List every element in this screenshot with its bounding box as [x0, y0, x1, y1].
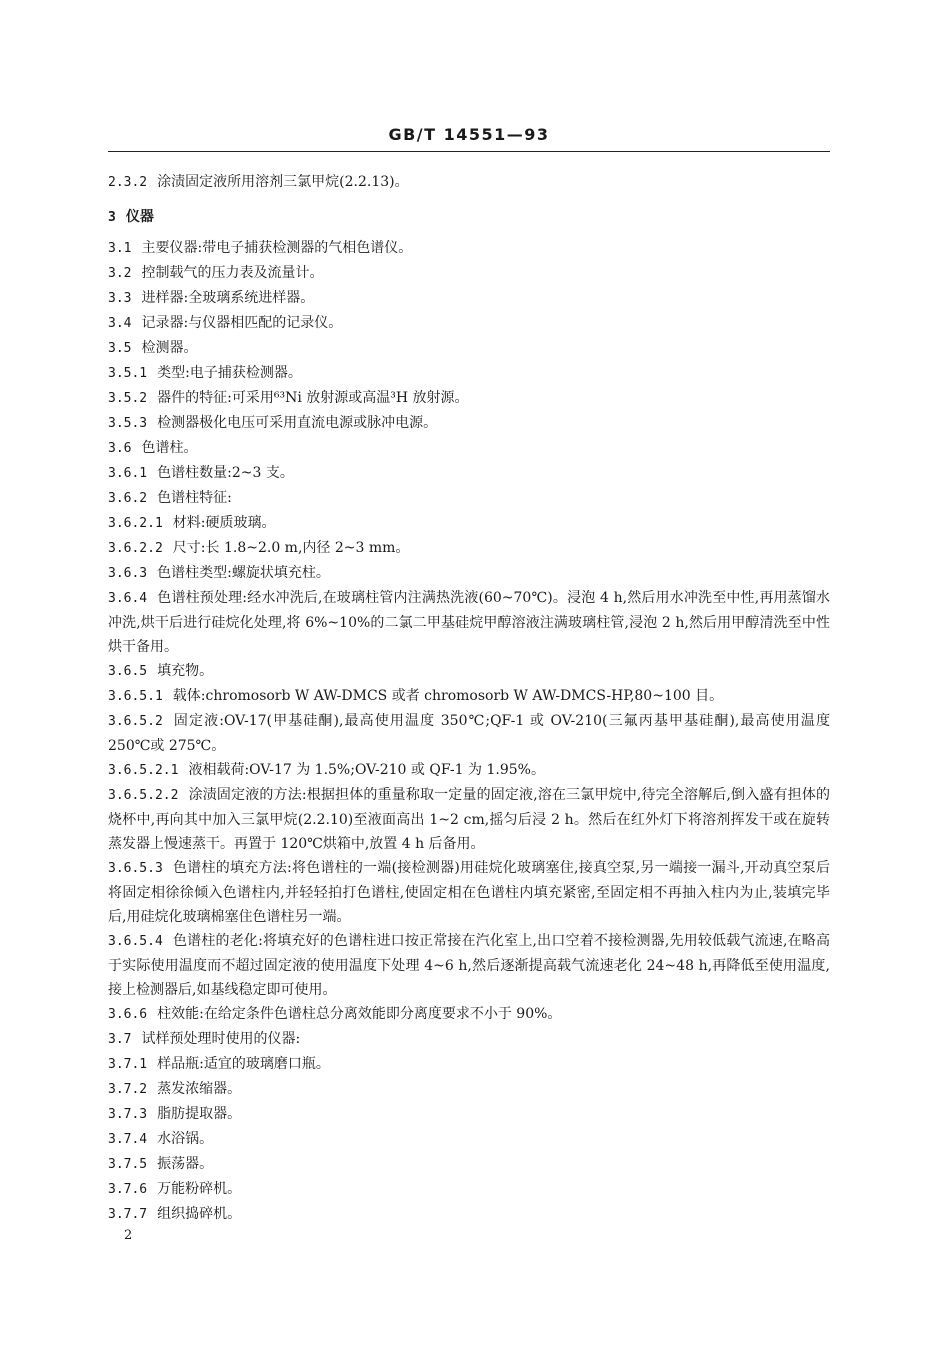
clause-3-6-4: 3.6.4 色谱柱预处理:经水冲洗后,在玻璃柱管内注满热洗液(60~70℃)。浸泡 4 h,然后用水冲洗至中性,再用蒸馏水冲洗,烘干后进行硅烷化处理,将 6%~10%的二氯二甲基硅烷甲醇溶液注满玻璃柱管,浸泡 2 h,然后用甲醇清洗至中性烘干备用。 — [108, 590, 830, 655]
header-rule — [108, 151, 830, 152]
clause-3-6-6: 3.6.6 柱效能:在给定条件色谱柱总分离效能即分离度要求不小于 90%。 — [108, 1006, 562, 1022]
clause-3-6-1: 3.6.1 色谱柱数量:2~3 支。 — [108, 465, 294, 481]
clause-2-3-2: 2.3.2 涂渍固定液所用溶剂三氯甲烷(2.2.13)。 — [108, 174, 409, 190]
section-heading-3: 3 仪器 — [108, 209, 154, 225]
page-number: 2 — [124, 1228, 133, 1243]
clause-3-6-5-3: 3.6.5.3 色谱柱的填充方法:将色谱柱的一端(接检测器)用硅烷化玻璃塞住,接真空泵,另一端接一漏斗,开动真空泵后将固定相徐徐倾入色谱柱内,并轻轻拍打色谱柱,使固定相在色谱柱内填充紧密,至固定相不再抽入柱内为止,装填完毕后,用硅烷化玻璃棉塞住色谱柱另一端。 — [108, 860, 830, 925]
clause-3-7-2: 3.7.2 蒸发浓缩器。 — [108, 1081, 242, 1097]
clause-3-7-6: 3.7.6 万能粉碎机。 — [108, 1181, 242, 1197]
clause-3-7-5: 3.7.5 振荡器。 — [108, 1156, 214, 1172]
clause-3-6-2: 3.6.2 色谱柱特征: — [108, 490, 232, 506]
clause-3-6-5-1: 3.6.5.1 载体:chromosorb W AW-DMCS 或者 chromosorb W AW-DMCS-HP,80~100 目。 — [108, 688, 724, 704]
clause-3-5-2: 3.5.2 器件的特征:可采用⁶³Ni 放射源或高温³H 放射源。 — [108, 390, 469, 406]
clause-3-2: 3.2 控制载气的压力表及流量计。 — [108, 265, 324, 281]
clause-3-7-4: 3.7.4 水浴锅。 — [108, 1131, 214, 1147]
clause-3-4: 3.4 记录器:与仪器相匹配的记录仪。 — [108, 315, 343, 331]
clause-3-6-5-2-2: 3.6.5.2.2 涂渍固定液的方法:根据担体的重量称取一定量的固定液,溶在三氯甲烷中,待完全溶解后,倒入盛有担体的烧杯中,再向其中加入三氯甲烷(2.2.10)至液面高出 1~2 cm,摇匀后浸 2 h。然后在红外灯下将溶剂挥发干或在旋转蒸发器上慢速蒸干。再置于 120℃烘箱中,放置 4 h 后备用。 — [108, 787, 830, 852]
clause-3-6-5-2: 3.6.5.2 固定液:OV-17(甲基硅酮),最高使用温度 350℃;QF-1 或 OV-210(三氟丙基甲基硅酮),最高使用温度 250℃或 275℃。 — [108, 713, 830, 754]
document-body — [108, 170, 830, 1227]
clause-3-7: 3.7 试样预处理时使用的仪器: — [108, 1031, 301, 1047]
clause-3-6-5-4: 3.6.5.4 色谱柱的老化:将填充好的色谱柱进口按正常接在汽化室上,出口空着不接检测器,先用较低载气流速,在略高于实际使用温度而不超过固定液的使用温度下处理 4~6 h,然后逐渐提高载气流速老化 24~48 h,再降低至使用温度,接上检测器后,如基线稳定即可使用。 — [108, 933, 830, 998]
clause-3-6-5-2-1: 3.6.5.2.1 液相载荷:OV-17 为 1.5%;OV-210 或 QF-1 为 1.95%。 — [108, 762, 545, 778]
clause-3-1: 3.1 主要仪器:带电子捕获检测器的气相色谱仪。 — [108, 240, 413, 256]
clause-3-6-3: 3.6.3 色谱柱类型:螺旋状填充柱。 — [108, 565, 330, 581]
standard-header: GB/T 14551—93 — [388, 125, 550, 144]
clause-3-7-7: 3.7.7 组织捣碎机。 — [108, 1206, 242, 1222]
clause-3-5-1: 3.5.1 类型:电子捕获检测器。 — [108, 365, 302, 381]
clause-3-5-3: 3.5.3 检测器极化电压可采用直流电源或脉冲电源。 — [108, 415, 438, 431]
clause-3-7-1: 3.7.1 样品瓶:适宜的玻璃磨口瓶。 — [108, 1056, 330, 1072]
clause-3-6-2-2: 3.6.2.2 尺寸:长 1.8~2.0 m,内径 2~3 mm。 — [108, 540, 410, 556]
clause-3-5: 3.5 检测器。 — [108, 340, 198, 356]
clause-3-6: 3.6 色谱柱。 — [108, 440, 198, 456]
clause-3-6-5: 3.6.5 填充物。 — [108, 663, 214, 679]
clause-3-6-2-1: 3.6.2.1 材料:硬质玻璃。 — [108, 515, 276, 531]
clause-3-3: 3.3 进样器:全玻璃系统进样器。 — [108, 290, 315, 306]
clause-3-7-3: 3.7.3 脂肪提取器。 — [108, 1106, 242, 1122]
